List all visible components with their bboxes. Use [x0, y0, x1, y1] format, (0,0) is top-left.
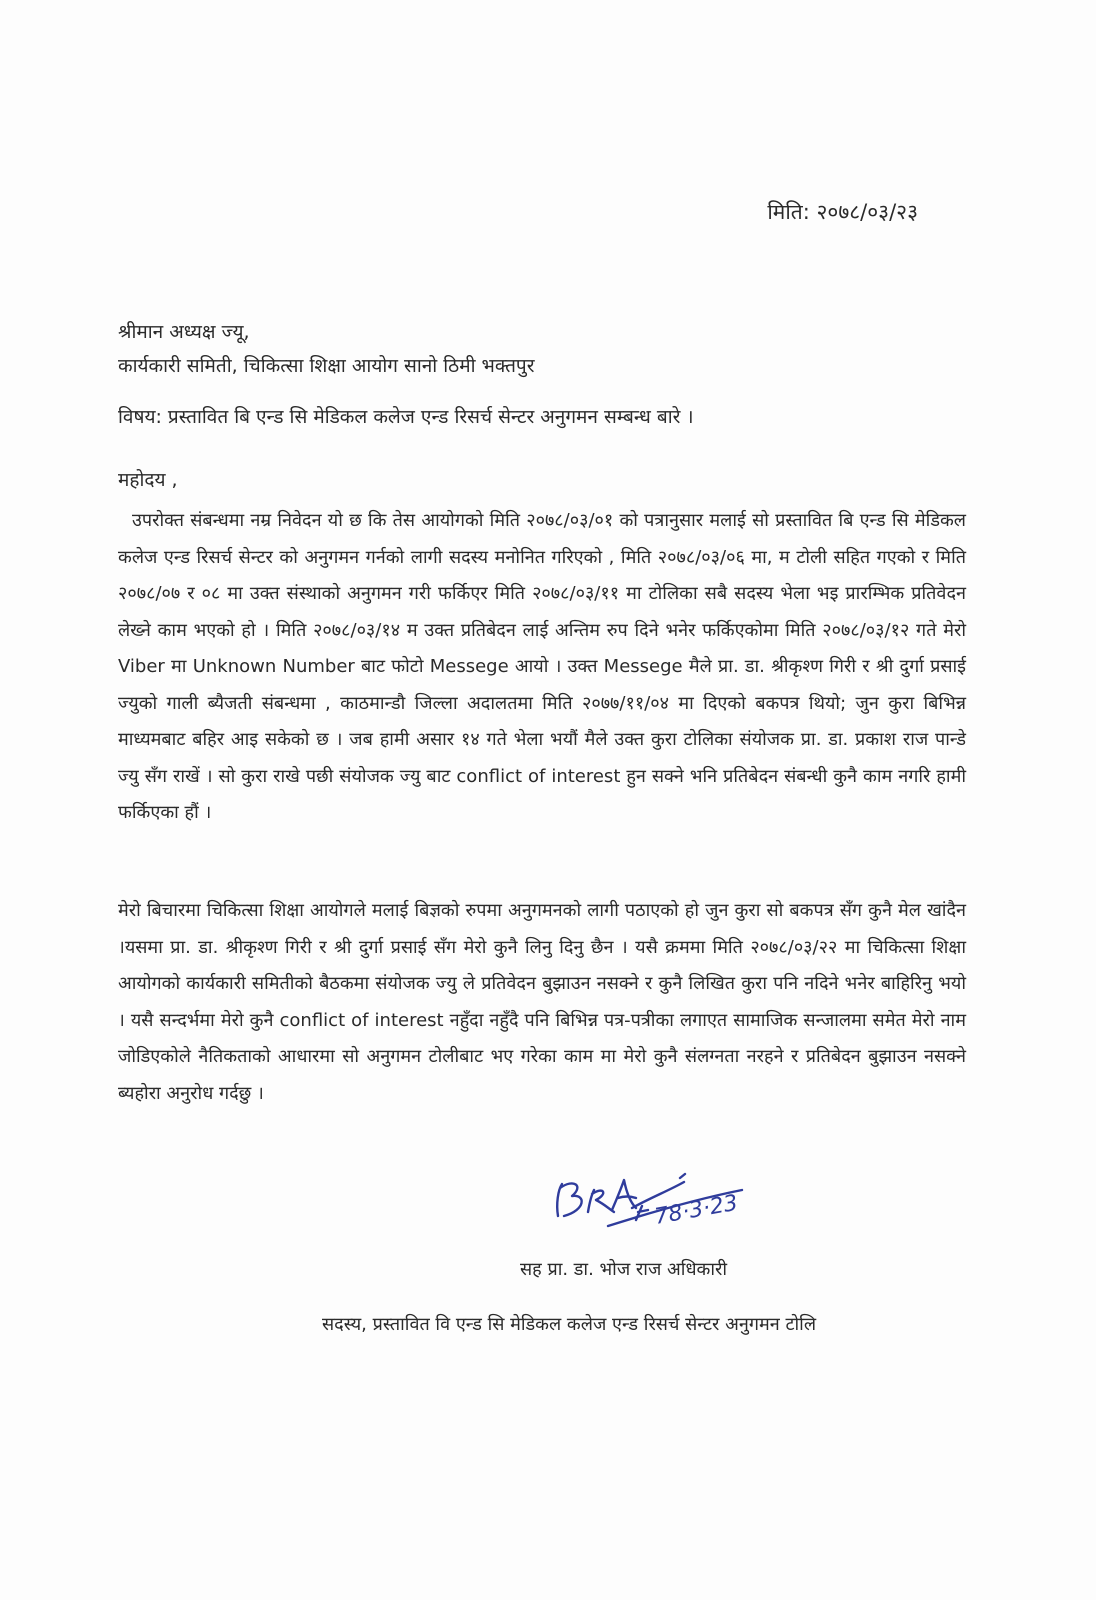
handwritten-signature — [552, 1168, 752, 1258]
addressee-organization: कार्यकारी समिती, चिकित्सा शिक्षा आयोग सानो ठिमी भक्तपुर — [118, 355, 535, 377]
letter-date: मिति: २०७८/०३/२३ — [767, 200, 918, 224]
addressee-block — [118, 315, 534, 383]
body-paragraph-2: मेरो बिचारमा चिकित्सा शिक्षा आयोगले मलाई बिज्ञको रुपमा अनुगमनको लागी पठाएको हो जुन कुरा सो बकपत्र सँग कुनै मेल खांदैन ।यसमा प्रा. डा. श्रीकृश्ण गिरी र श्री दुर्गा प्रसाई सँग मेरो कुनै लिनु दिनु छैन । यसै क्रममा मिति २०७८/०३/२२ मा चिकित्सा शिक्षा आयोगको कार्यकारी समितीको बैठकमा संयोजक ज्यु ले प्रतिवेदन बुझाउन नसक्ने र कुनै लिखित कुरा पनि नदिने भनेर बाहिरिनु भयो । यसै सन्दर्भमा मेरो कुनै conflict of interest नहुँदा नहुँदै पनि बिभिन्न पत्र-पत्रीका लगाएत सामाजिक सन्जालमा समेत मेरो नाम जोडिएकोले नैतिकताको आधारमा सो अनुगमन टोलीबाट भए गरेका काम मा मेरो कुनै संलग्नता नरहने र प्रतिबेदन बुझाउन नसक्ने ब्यहोरा अनुरोध गर्दछु । — [118, 900, 967, 1104]
signature-date: 78·3·23 — [652, 1190, 740, 1230]
signer-name: सह प्रा. डा. भोज राज अधिकारी — [520, 1259, 728, 1280]
salutation: महोदय , — [118, 469, 178, 491]
letter-subject: विषय: प्रस्तावित बि एन्ड सि मेडिकल कलेज एन्ड रिसर्च सेन्टर अनुगमन सम्बन्ध बारे । — [118, 406, 694, 428]
body-paragraph-1: उपरोक्त संबन्धमा नम्र निवेदन यो छ कि तेस आयोगको मिति २०७८/०३/०१ को पत्रानुसार मलाई सो प्रस्तावित बि एन्ड सि मेडिकल कलेज एन्ड रिसर्च सेन्टर को अनुगमन गर्नको लागी सदस्य मनोनित गरिएको , मिति २०७८/०३/०६ मा, म टोली सहित गएको र मिति २०७८/०७ र ०८ मा उक्त संस्थाको अनुगमन गरी फर्किएर मिति २०७८/०३/११ मा टोलिका सबै सदस्य भेला भइ प्रारम्भिक प्रतिवेदन लेख्ने काम भएको हो । मिति २०७८/०३/१४ म उक्त प्रतिबेदन लाई अन्तिम रुप दिने भनेर फर्किएकोमा मिति २०७८/०३/१२ गते मेरो Viber मा Unknown Number बाट फोटो Messege आयो । उक्त Messege मैले प्रा. डा. श्रीकृश्ण गिरी र श्री दुर्गा प्रसाई ज्युको गाली ब्यैजती संबन्धमा , काठमान्डौ जिल्ला अदालतमा मिति २०७७/११/०४ मा दिएको बकपत्र थियो; जुन कुरा बिभिन्न माध्यमबाट बहिर आइ सकेको छ । जब हामी असार १४ गते भेला भयौं मैले उक्त कुरा टोलिका संयोजक प्रा. डा. प्रकाश राज पान्डे ज्यु सँग राखें । सो कुरा राखे पछी संयोजक ज्यु बाट conflict of interest हुन सक्ने भनि प्रतिबेदन संबन्धी कुनै काम नगरि हामी फर्किएका हौं । — [118, 510, 966, 823]
signer-designation: सदस्य, प्रस्तावित वि एन्ड सि मेडिकल कलेज एन्ड रिसर्च सेन्टर अनुगमन टोलि — [322, 1314, 817, 1335]
addressee-title: श्रीमान अध्यक्ष ज्यू, — [118, 321, 250, 343]
